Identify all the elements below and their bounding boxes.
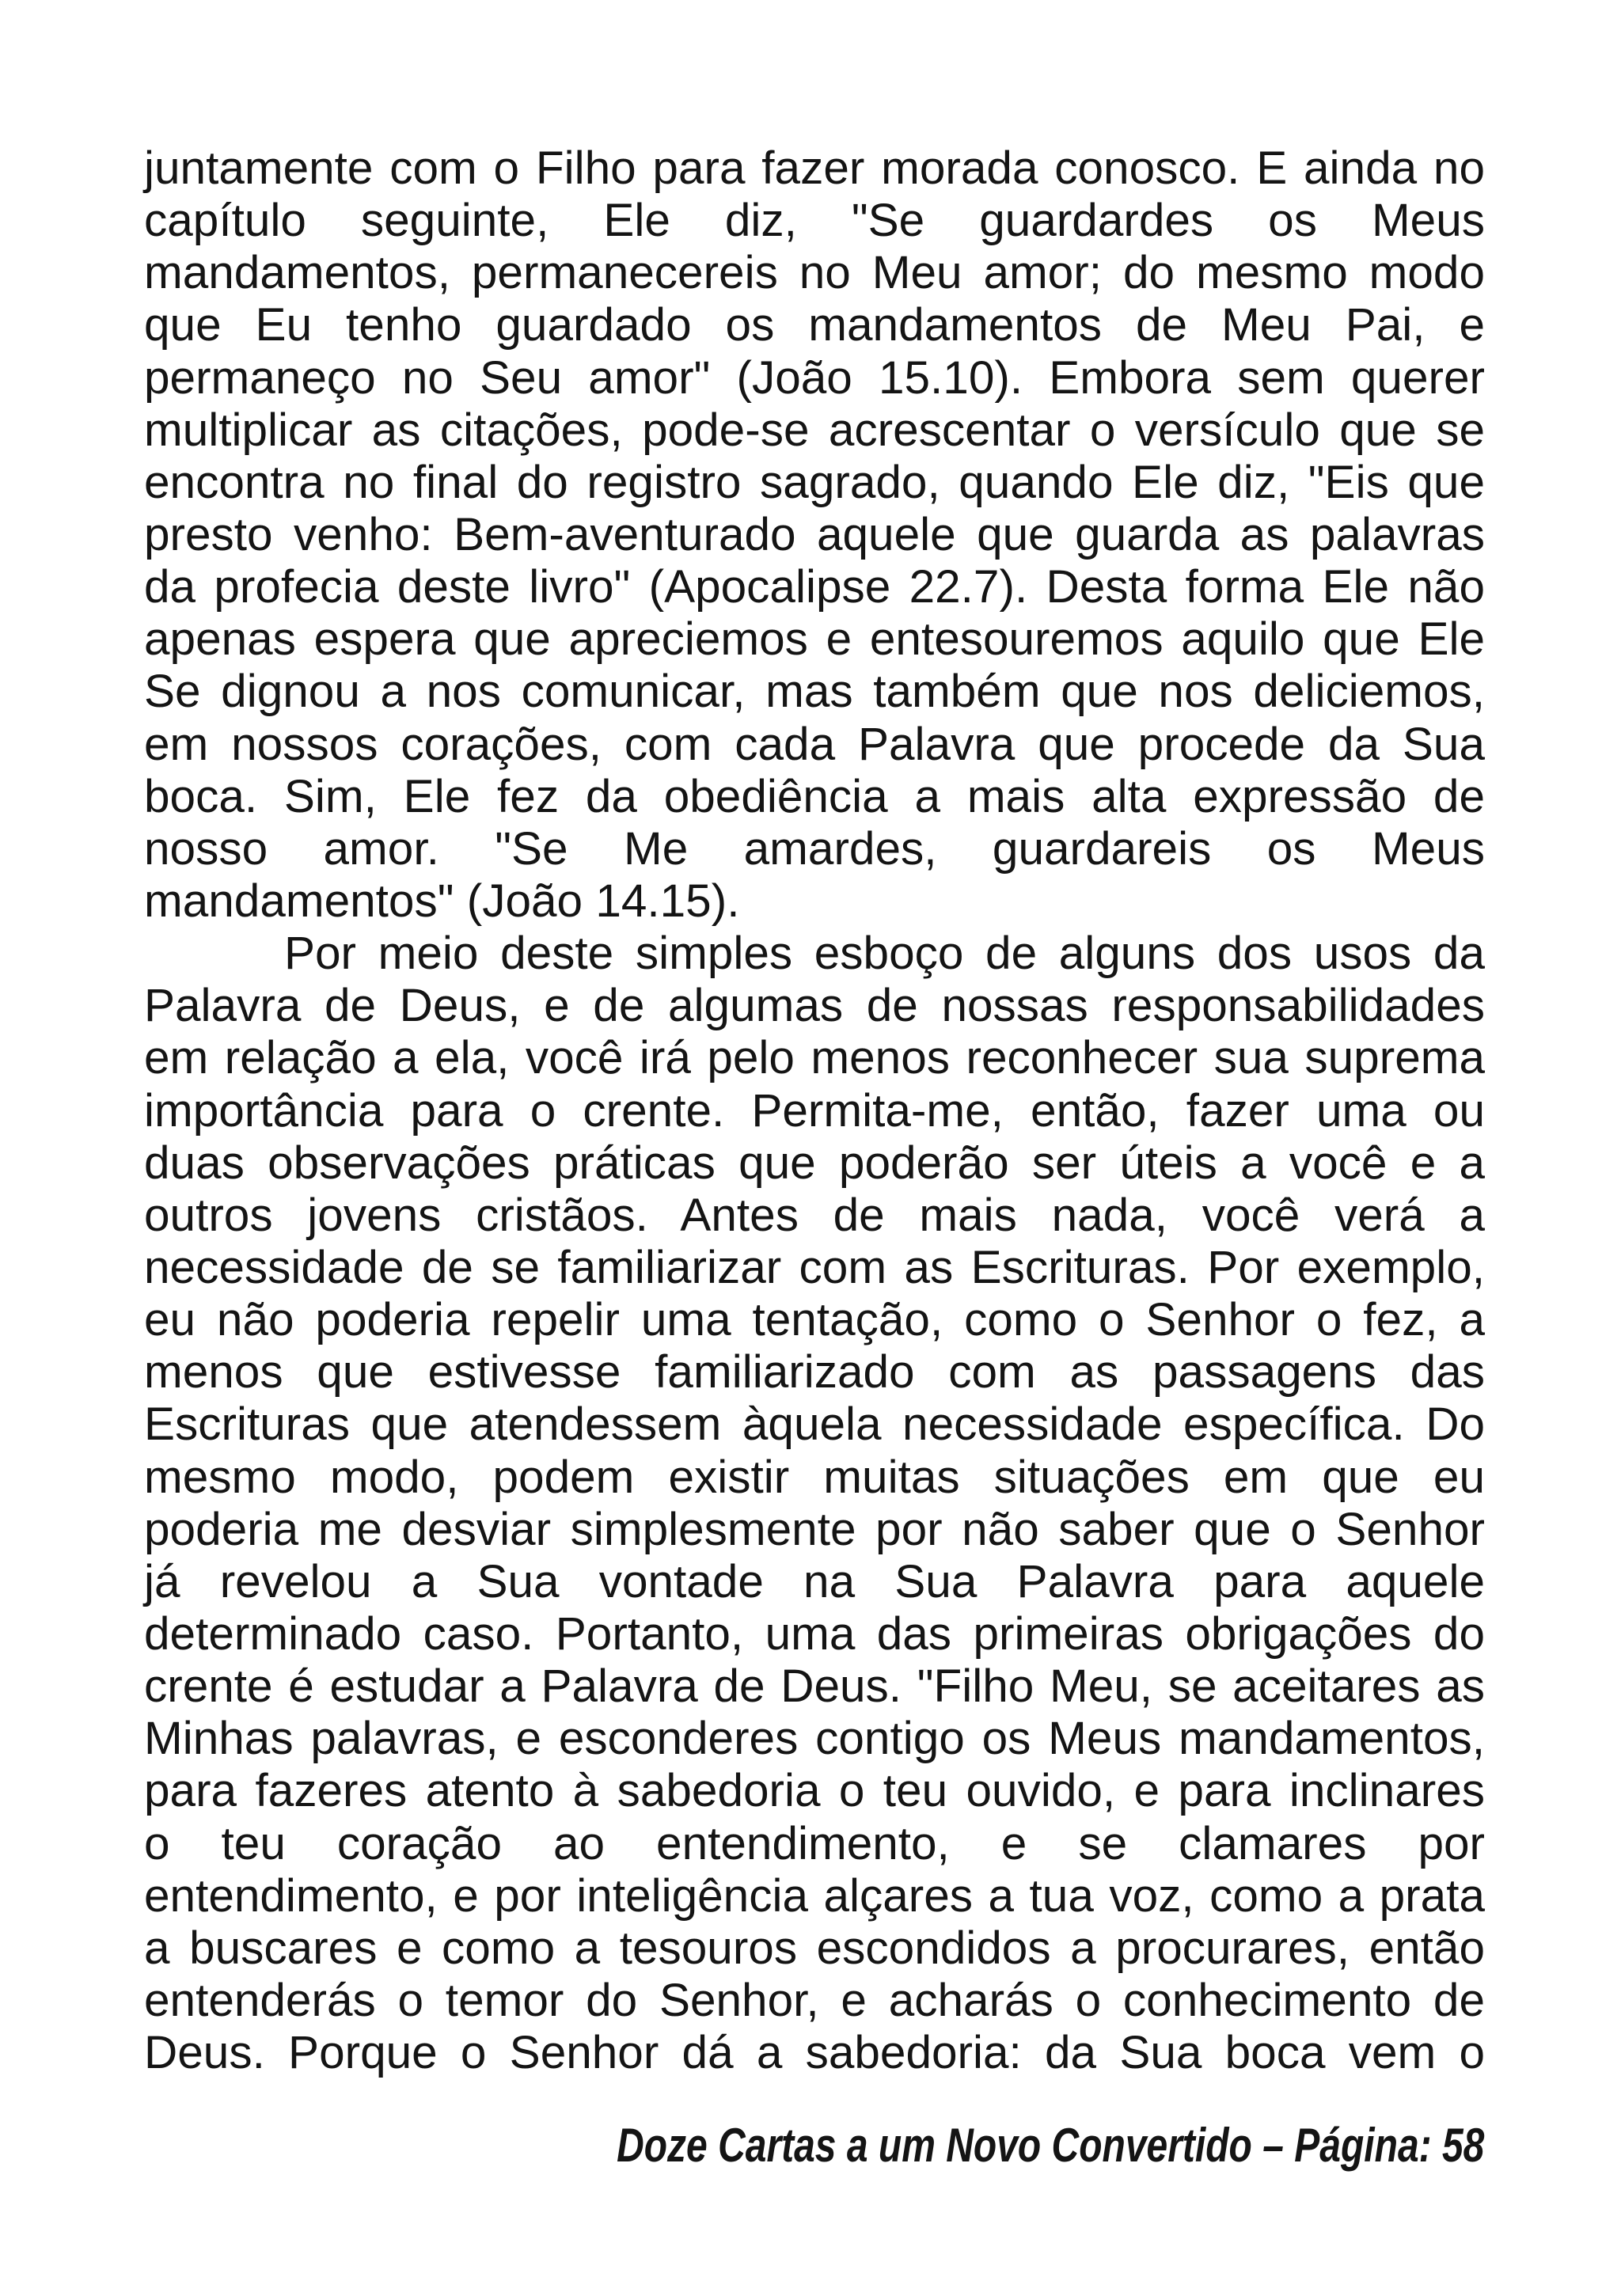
text-line: entenderás o temor do Senhor, e acharás o conhecimento de <box>144 1974 1485 2026</box>
text-line: Escrituras que atendessem àquela necessidade específica. Do <box>144 1398 1485 1451</box>
text-line: poderia me desviar simplesmente por não saber que o Senhor <box>144 1503 1485 1555</box>
text-line: crente é estudar a Palavra de Deus. "Filho Meu, se aceitares as <box>144 1660 1485 1713</box>
text-line: mandamentos" (João 14.15). <box>144 875 740 927</box>
text-line: encontra no final do registro sagrado, quando Ele diz, "Eis que <box>144 456 1485 508</box>
text-line: presto venho: Bem-aventurado aquele que guarda as palavras <box>144 508 1485 560</box>
text-line: determinado caso. Portanto, uma das primeiras obrigações do <box>144 1607 1485 1660</box>
footer-separator: – <box>1262 2119 1284 2172</box>
text-line: importância para o crente. Permita-me, então, fazer uma ou <box>144 1084 1485 1137</box>
text-line: Minhas palavras, e esconderes contigo os Meus mandamentos, <box>144 1713 1485 1765</box>
text-line: mandamentos, permanecereis no Meu amor; do mesmo modo <box>144 247 1485 299</box>
text-line: da profecia deste livro" (Apocalipse 22.7). Desta forma Ele não <box>144 561 1485 613</box>
text-line: permaneço no Seu amor" (João 15.10). Embora sem querer <box>144 351 1485 404</box>
page-body-text <box>144 142 1485 2079</box>
text-line: para fazeres atento à sabedoria o teu ouvido, e para inclinares <box>144 1765 1485 1817</box>
text-line: capítulo seguinte, Ele diz, "Se guardardes os Meus <box>144 195 1485 247</box>
page-footer <box>400 2118 1484 2173</box>
text-line: necessidade de se familiarizar com as Escrituras. Por exemplo, <box>144 1241 1485 1293</box>
text-line: que Eu tenho guardado os mandamentos de Meu Pai, e <box>144 299 1485 351</box>
text-line: outros jovens cristãos. Antes de mais nada, você verá a <box>144 1189 1485 1241</box>
text-line: nosso amor. "Se Me amardes, guardareis os Meus <box>144 822 1485 875</box>
text-line: boca. Sim, Ele fez da obediência a mais alta expressão de <box>144 770 1485 822</box>
text-line: juntamente com o Filho para fazer morada conosco. E ainda no <box>144 142 1485 194</box>
text-line: eu não poderia repelir uma tentação, como o Senhor o fez, a <box>144 1294 1485 1346</box>
text-line: Palavra de Deus, e de algumas de nossas responsabilidades <box>144 980 1485 1032</box>
text-line: menos que estivesse familiarizado com as passagens das <box>144 1346 1485 1398</box>
text-line: em nossos corações, com cada Palavra que procede da Sua <box>144 718 1485 770</box>
text-line: em relação a ela, você irá pelo menos reconhecer sua suprema <box>144 1032 1485 1084</box>
text-line: a buscares e como a tesouros escondidos a procurares, então <box>144 1922 1485 1974</box>
text-line: apenas espera que apreciemos e entesouremos aquilo que Ele <box>144 613 1485 666</box>
page-label: Página: <box>1293 2119 1432 2172</box>
text-line: mesmo modo, podem existir muitas situações em que eu <box>144 1451 1485 1503</box>
text-line: Deus. Porque o Senhor dá a sabedoria: da Sua boca vem o <box>144 2027 1485 2079</box>
text-line: multiplicar as citações, pode-se acrescentar o versículo que se <box>144 404 1485 456</box>
text-line: Por meio deste simples esboço de alguns dos usos da <box>284 928 1485 980</box>
paragraph <box>144 142 1485 928</box>
text-line: Se dignou a nos comunicar, mas também que nos deliciemos, <box>144 666 1485 718</box>
text-line: já revelou a Sua vontade na Sua Palavra para aquele <box>144 1555 1485 1607</box>
text-line: duas observações práticas que poderão ser úteis a você e a <box>144 1137 1485 1189</box>
text-line: o teu coração ao entendimento, e se clamares por <box>144 1817 1485 1869</box>
text-line: entendimento, e por inteligência alçares a tua voz, como a prata <box>144 1869 1485 1922</box>
page-number: 58 <box>1441 2119 1484 2172</box>
book-title: Doze Cartas a um Novo Convertido <box>616 2119 1252 2172</box>
paragraph <box>144 928 1485 2079</box>
running-footer <box>617 2118 1484 2173</box>
